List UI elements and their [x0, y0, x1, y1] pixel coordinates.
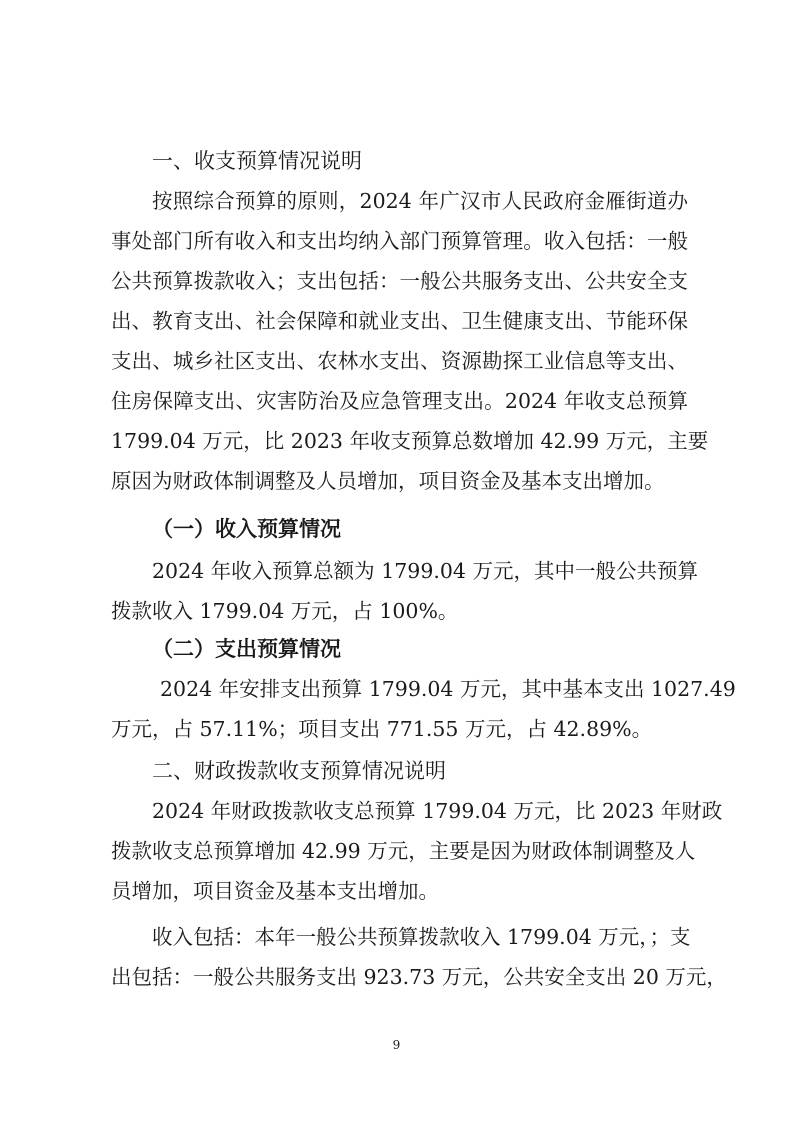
paragraph-line: 员增加，项目资金及基本支出增加。 — [111, 879, 439, 903]
paragraph-line: 万元，占 57.11%；项目支出 771.55 万元，占 42.89%。 — [111, 717, 653, 741]
paragraph-line: 拨款收入 1799.04 万元，占 100%。 — [111, 599, 459, 623]
paragraph-line: 出、教育支出、社会保障和就业支出、卫生健康支出、节能环保 — [111, 309, 688, 333]
paragraph-line: 出包括：一般公共服务支出 923.73 万元，公共安全支出 20 万元， — [111, 965, 727, 989]
subsection-1-heading: （一）收入预算情况 — [152, 517, 341, 541]
paragraph-line: 住房保障支出、灾害防治及应急管理支出。2024 年收支总预算 — [111, 389, 688, 413]
paragraph-line: 拨款收支总预算增加 42.99 万元，主要是因为财政体制调整及人 — [111, 839, 696, 863]
paragraph-line: 2024 年收入预算总额为 1799.04 万元，其中一般公共预算 — [152, 559, 698, 583]
paragraph-line: 按照综合预算的原则，2024 年广汉市人民政府金雁街道办 — [152, 189, 688, 213]
paragraph-line: 支出、城乡社区支出、农林水支出、资源勘探工业信息等支出、 — [111, 349, 688, 373]
paragraph-line: 公共预算拨款收入；支出包括：一般公共服务支出、公共安全支 — [111, 269, 688, 293]
paragraph-line: 原因为财政体制调整及人员增加，项目资金及基本支出增加。 — [111, 469, 665, 493]
paragraph-line: 2024 年财政拨款收支总预算 1799.04 万元，比 2023 年财政 — [152, 799, 723, 823]
paragraph-line: 事处部门所有收入和支出均纳入部门预算管理。收入包括：一般 — [111, 229, 688, 253]
paragraph-line: 收入包括：本年一般公共预算拨款收入 1799.04 万元，；支 — [152, 925, 691, 949]
section-2-heading: 二、财政拨款收支预算情况说明 — [152, 759, 446, 783]
page-number: 9 — [392, 1038, 401, 1052]
paragraph-line: 1799.04 万元，比 2023 年收支预算总数增加 42.99 万元，主要 — [111, 429, 709, 453]
subsection-2-heading: （二）支出预算情况 — [152, 637, 341, 661]
paragraph-line: 2024 年安排支出预算 1799.04 万元，其中基本支出 1027.49 — [160, 677, 736, 701]
section-1-heading: 一、收支预算情况说明 — [152, 149, 362, 173]
